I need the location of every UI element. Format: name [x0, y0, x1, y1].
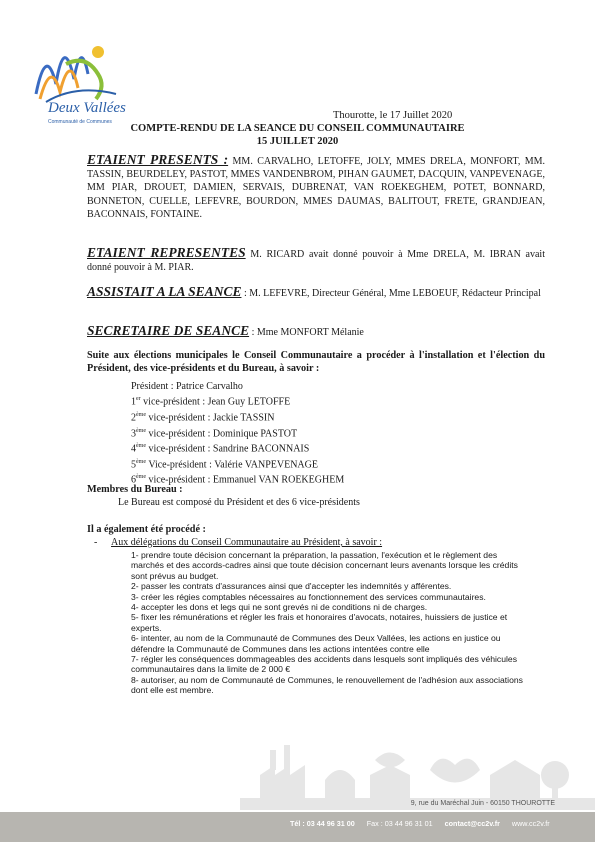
logo-subtitle: Communauté de Communes — [48, 119, 112, 125]
document-title-date: 15 JUILLET 2020 — [256, 136, 339, 147]
footer-fax: Fax : 03 44 96 31 01 — [366, 819, 433, 828]
document-title: COMPTE-RENDU DE LA SEANCE DU CONSEIL COMMUNAUTAIRE — [130, 123, 465, 134]
list-dash: - — [94, 537, 98, 548]
delegation-line — [94, 537, 382, 548]
presents-label: ETAIENT PRESENTS : — [87, 152, 229, 167]
list-item: 1- prendre toute décision concernant la préparation, la passation, l'exécution et le règlement des marchés et des accords-cadres ainsi que toute décision concernant leurs avenants lorsque les crédits sont prévus au budget. — [131, 550, 518, 581]
representes-text: M. RICARD avait donné pouvoir à Mme DRELA, M. IBRAN avait donné pouvoir à M. PIAR. — [87, 249, 545, 274]
footer-landscape-icon — [240, 720, 595, 810]
secretaire-label: SECRETAIRE DE SEANCE — [87, 323, 250, 338]
role-vp2: 2ème vice-président : Jackie TASSIN — [131, 411, 275, 424]
document-date: Thourotte, le 17 Juillet 2020 — [333, 110, 453, 121]
footer-tel: Tél : 03 44 96 31 00 — [290, 819, 355, 828]
assistait-text: : M. LEFEVRE, Directeur Général, Mme LEBOEUF, Rédacteur Principal — [243, 288, 541, 299]
footer-web[interactable]: www.cc2v.fr — [511, 819, 550, 828]
list-item: 6- intenter, au nom de la Communauté de Communes des Deux Vallées, les actions en justice ou défendre la Communauté de Communes dans les actions intentées contre elle — [131, 633, 501, 654]
role-vp6: 6ème vice-président : Emmanuel VAN ROEKEGHEM — [131, 474, 345, 486]
footer-address: 9, rue du Maréchal Juin - 60150 THOUROTTE — [410, 800, 555, 807]
delegation-items — [131, 550, 531, 696]
footer-contact — [290, 819, 560, 828]
list-item: 8- autoriser, au nom de Communauté de Communes, le renouvellement de l'adhésion aux associations dont elle est membre. — [131, 674, 523, 696]
representes-label: ETAIENT REPRESENTES — [87, 245, 246, 260]
role-vp1: 1er vice-président : Jean Guy LETOFFE — [131, 396, 291, 408]
membres-heading: Membres du Bureau : — [87, 484, 183, 495]
list-item: 7- régler les conséquences dommageables des accidents dans lesquels sont impliqués des véhicules communautaires dans la limite de 2 000 € — [131, 654, 517, 675]
procede-heading: Il a également été procédé : — [87, 524, 206, 535]
role-president: Président : Patrice Carvalho — [131, 381, 243, 392]
list-item: 3- créer les régies comptables nécessaires au fonctionnement des services communautaires. — [131, 591, 486, 602]
delegation-text: Aux délégations du Conseil Communautaire au Président, à savoir : — [111, 537, 383, 548]
role-vp3: 3ème vice-président : Dominique PASTOT — [131, 427, 298, 439]
list-item: 4- accepter les dons et legs qui ne sont grevés ni de conditions ni de charges. — [131, 602, 428, 613]
assistait-label: ASSISTAIT A LA SEANCE — [87, 284, 242, 299]
secretaire-section — [87, 324, 545, 339]
footer-email[interactable]: contact@cc2v.fr — [444, 819, 500, 828]
list-item: 5- fixer les rémunérations et régler les frais et honoraires d'avocats, notaires, huissiers de justice et experts. — [131, 612, 508, 633]
logo-name: Deux Vallées — [48, 100, 126, 116]
representes-section — [87, 246, 545, 274]
presents-text: MM. CARVALHO, LETOFFE, JOLY, MMES DRELA, MONFORT, MM. TASSIN, BEURDELEY, PASTOT, MMES VANDENBROM, PIHAN GAUMET, DACQUIN, VANPEVENAGE, MM PIAR, DROUET, DAMIEN, SERVAIS, DUBRENAT, VAN ROEKEGHEM, POTET, BONNARD, BONNETON, CUELLE, LEFEVRE, BOURDON, MMES DAUMAS, BALITOUT, FRETE, GRANDJEAN, BACONNAIS, FONTAINE. — [87, 156, 546, 220]
secretaire-text: : Mme MONFORT Mélanie — [251, 327, 364, 338]
role-vp5: 5ème Vice-président : Valérie VANPEVENAGE — [131, 458, 318, 471]
presents-section — [87, 153, 545, 221]
roles-list — [131, 380, 344, 487]
role-vp4: 4ème vice-président : Sandrine BACONNAIS — [131, 443, 310, 455]
deux-vallees-logo-icon — [26, 24, 136, 134]
list-item: 2- passer les contrats d'assurances ainsi que d'accepter les indemnités y afférentes. — [131, 581, 452, 592]
election-intro: Suite aux élections municipales le Conseil Communautaire a procéder à l'installation et l'élection du Président, des vice-présidents et du Bureau, à savoir : — [87, 350, 545, 375]
membres-text: Le Bureau est composé du Président et des 6 vice-présidents — [118, 497, 360, 508]
assistait-section — [87, 285, 545, 300]
